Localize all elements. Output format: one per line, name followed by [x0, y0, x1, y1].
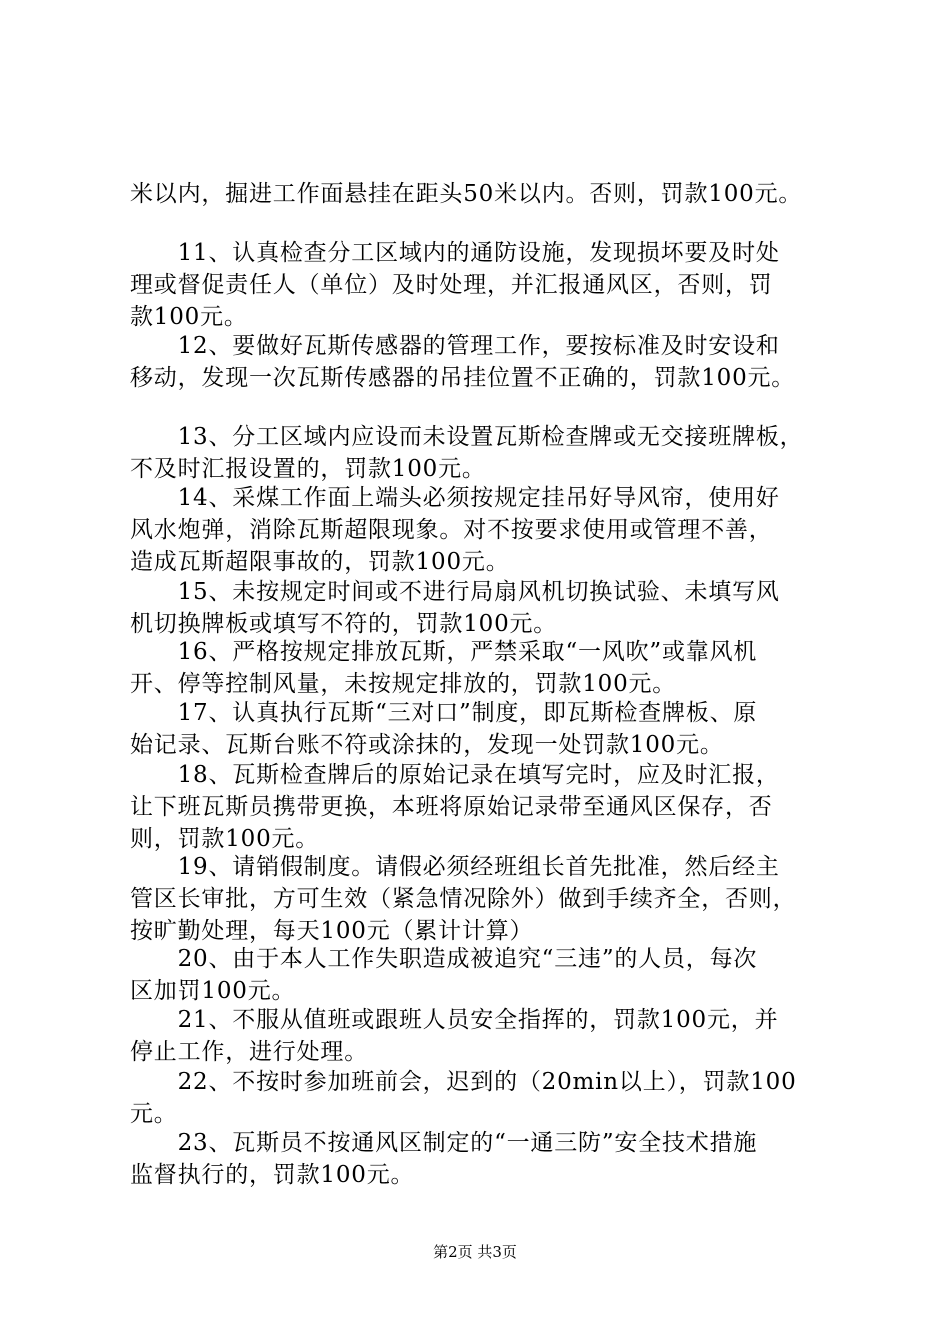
text-line: 米以内，掘进工作面悬挂在距头50米以内。否则，罚款100元。	[130, 181, 803, 207]
text-line: 按旷勤处理，每天100元（累计计算）	[130, 918, 534, 944]
text-line: 17、认真执行瓦斯“三对口”制度，即瓦斯检查牌板、原	[130, 700, 758, 726]
text-line: 开、停等控制风量，未按规定排放的，罚款100元。	[130, 671, 677, 697]
text-line: 11、认真检查分工区域内的通防设施，发现损坏要及时处	[130, 240, 780, 266]
page-number-footer: 第2页 共3页	[433, 1243, 517, 1261]
text-line: 则，罚款100元。	[130, 826, 320, 852]
text-line: 14、采煤工作面上端头必须按规定挂吊好导风帘，使用好	[130, 485, 780, 511]
text-line: 19、请销假制度。请假必须经班组长首先批准，然后经主	[130, 854, 780, 880]
text-line: 16、严格按规定排放瓦斯，严禁采取“一风吹”或靠风机	[130, 639, 758, 665]
text-line: 18、瓦斯检查牌后的原始记录在填写完时，应及时汇报，	[130, 762, 780, 788]
text-line: 21、不服从值班或跟班人员安全指挥的，罚款100元，并	[130, 1007, 779, 1033]
text-line: 监督执行的，罚款100元。	[130, 1162, 415, 1188]
text-line: 风水炮弹，消除瓦斯超限现象。对不按要求使用或管理不善，	[130, 517, 773, 543]
text-line: 12、要做好瓦斯传感器的管理工作，要按标准及时安设和	[130, 333, 780, 359]
text-line: 区加罚100元。	[130, 978, 296, 1004]
text-line: 让下班瓦斯员携带更换，本班将原始记录带至通风区保存，否	[130, 794, 773, 820]
text-line: 始记录、瓦斯台账不符或涂抹的，发现一处罚款100元。	[130, 732, 724, 758]
text-line: 管区长审批，方可生效（紧急情况除外）做到手续齐全，否则，	[130, 886, 797, 912]
text-line: 元。	[130, 1101, 178, 1127]
text-line: 造成瓦斯超限事故的，罚款100元。	[130, 549, 510, 575]
text-line: 款100元。	[130, 304, 248, 330]
text-line: 13、分工区域内应设而未设置瓦斯检查牌或无交接班牌板，	[130, 424, 804, 450]
text-line: 移动，发现一次瓦斯传感器的吊挂位置不正确的，罚款100元。	[130, 365, 796, 391]
text-line: 22、不按时参加班前会，迟到的（20min以上），罚款100	[130, 1069, 797, 1095]
text-line: 停止工作，进行处理。	[130, 1039, 368, 1065]
text-line: 机切换牌板或填写不符的，罚款100元。	[130, 611, 558, 637]
text-line: 20、由于本人工作失职造成被追究“三违”的人员，每次	[130, 946, 758, 972]
text-line: 15、未按规定时间或不进行局扇风机切换试验、未填写风	[130, 579, 780, 605]
text-line: 23、瓦斯员不按通风区制定的“一通三防”安全技术措施	[130, 1130, 758, 1156]
text-line: 不及时汇报设置的，罚款100元。	[130, 456, 486, 482]
text-line: 理或督促责任人（单位）及时处理，并汇报通风区，否则，罚	[130, 272, 773, 298]
